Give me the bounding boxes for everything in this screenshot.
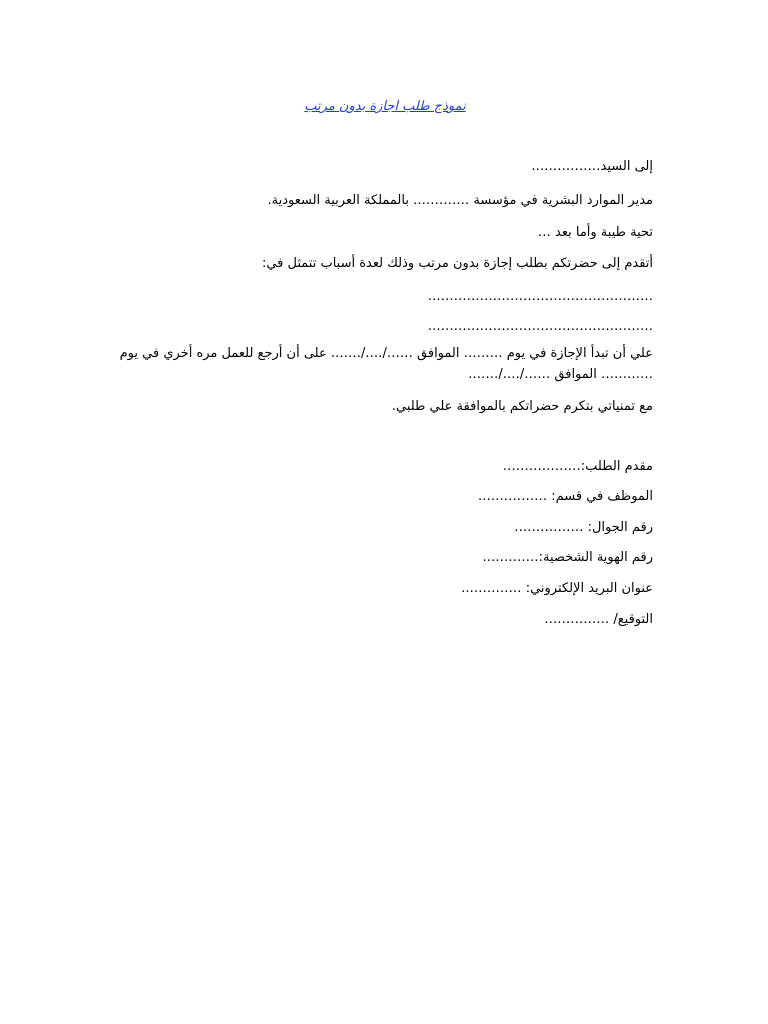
department-line: الموظف في قسم: ……………. xyxy=(477,489,653,504)
email-line: عنوان البريد الإلكتروني: ………….. xyxy=(461,581,653,596)
dates-paragraph: علي أن تبدأ الإجازة في يوم ……… الموافق ……/…./……. على أن أرجع للعمل مره أخري في يوم ………… الموافق ……/…./……. xyxy=(119,346,653,382)
mobile-line: رقم الجوال: ……………. xyxy=(514,520,653,535)
reason-line-1: ……………………………………………. xyxy=(427,289,653,304)
signature-line: التوقيع/ …………… xyxy=(544,612,653,627)
hr-manager-line: مدير الموارد البشرية في مؤسسة …………. بالمملكة العربية السعودية. xyxy=(267,193,653,208)
greeting-line: تحية طيبة وأما بعد … xyxy=(537,225,653,240)
request-line: أتقدم إلى حضرتكم بطلب إجازة بدون مرتب وذلك لعدة أسباب تتمثل في: xyxy=(261,256,653,271)
document-title[interactable]: نموذج طلب اجازة بدون مرتب xyxy=(304,99,466,114)
to-sir-line: إلى السيد……………. xyxy=(531,159,653,174)
id-number-line: رقم الهوية الشخصية:…………. xyxy=(482,550,653,565)
reason-line-2: ……………………………………………. xyxy=(427,319,653,334)
closing-line: مع تمنياتي بتكرم حضراتكم بالموافقة علي طلبي. xyxy=(391,399,653,414)
applicant-line: مقدم الطلب:……………… xyxy=(502,459,653,474)
